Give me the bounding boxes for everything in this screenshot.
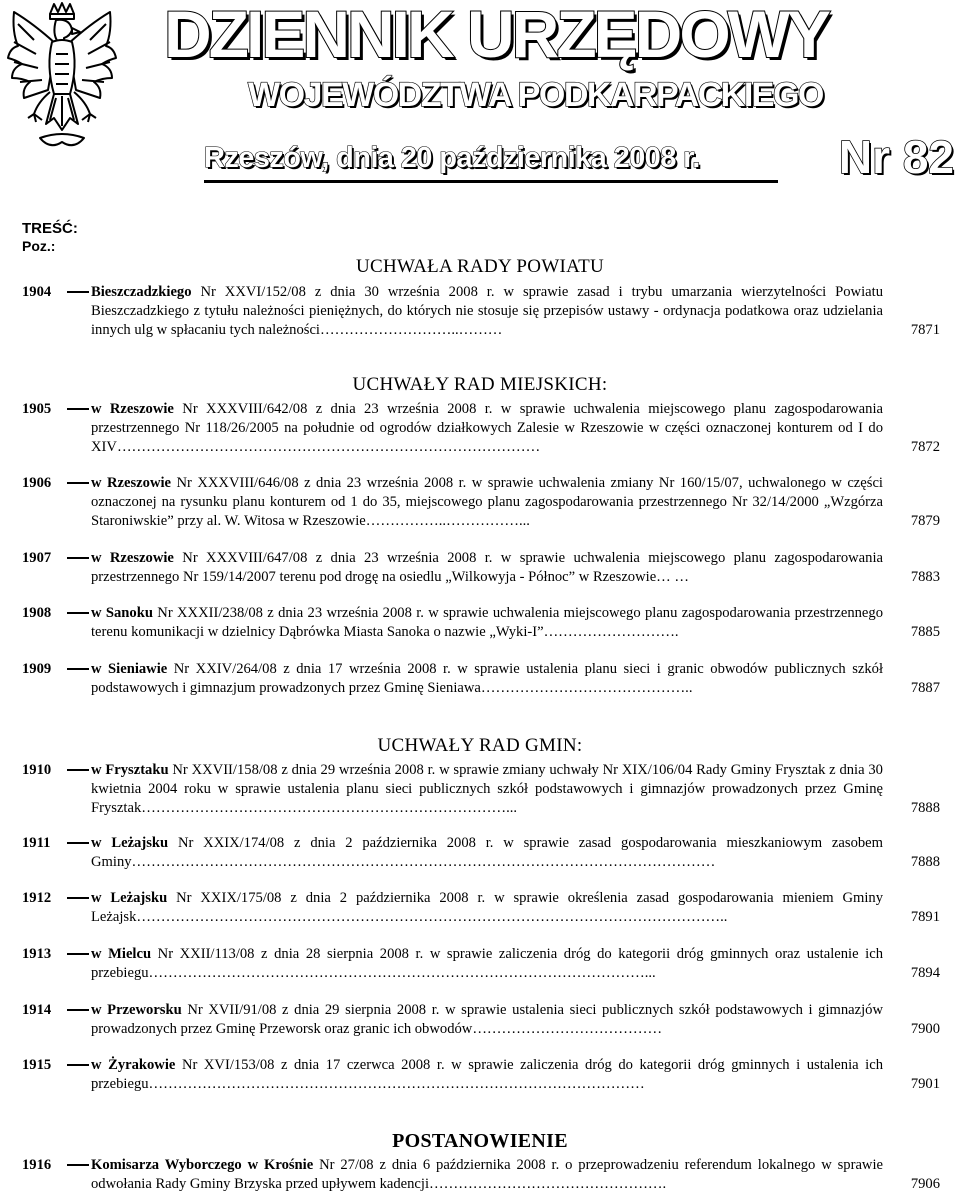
entry-page: 7888 [910, 854, 940, 870]
entry-dash [67, 1064, 89, 1066]
entry-issuer: w Sieniawie [91, 661, 168, 677]
entry-page: 7901 [910, 1076, 940, 1092]
entry-dash [67, 769, 89, 771]
entry-page: 7872 [910, 439, 940, 455]
entry-issuer: w Żyrakowie [91, 1057, 176, 1073]
entry-description: Nr XXXVIII/642/08 z dnia 23 września 2008 r. w sprawie uchwalenia miejscowego planu zagospodarowania przestrzennego Nr 118/26/2005 na południe od ogrodów działkowych Zalesie w Rzeszowie w części oznaczonej konturem od I do XIV…………………………………………………………………………… [91, 401, 883, 455]
entry-issuer: w Frysztaku [91, 762, 169, 778]
entry-text [91, 400, 883, 457]
entry-number: 1907 [22, 550, 52, 566]
contents-entry[interactable] [22, 660, 940, 720]
entry-text [91, 945, 883, 983]
entry-text [91, 761, 883, 818]
entry-number: 1916 [22, 1157, 52, 1173]
entry-text [91, 549, 883, 587]
entry-page: 7894 [910, 965, 940, 981]
newspaper-title: DZIENNIK URZĘDOWY [164, 0, 828, 71]
section-heading: UCHWAŁY RAD MIEJSKICH: [352, 374, 608, 395]
eagle-coat-of-arms-icon [4, 2, 120, 154]
section-heading: UCHWAŁY RAD GMIN: [377, 735, 583, 756]
section-heading: UCHWAŁA RADY POWIATU [355, 256, 605, 277]
entry-number: 1906 [22, 475, 52, 491]
entry-number: 1905 [22, 401, 52, 417]
issue-number: Nr 82 [838, 131, 954, 183]
entry-description: Nr XXVII/158/08 z dnia 29 września 2008 r. w sprawie zmiany uchwały Nr XIX/106/04 Rady Gminy Frysztak z dnia 30 kwietnia 2004 roku w sprawie ustalenia planu sieci publicznych szkół podstawowych i gimnazjów prowadzonych przez Gminę Frysztak…………………………………………………………………... [91, 762, 883, 816]
entry-description: Nr XXIX/175/08 z dnia 2 października 2008 r. w sprawie określenia zasad gospodarowania mieniem Gminy Leżajsk………………………………………………………………………………………………………….. [91, 890, 883, 925]
entry-issuer: w Rzeszowie [91, 475, 172, 491]
contents-entry[interactable] [22, 834, 940, 894]
entry-number: 1910 [22, 762, 52, 778]
entry-page: 7871 [910, 322, 940, 338]
entry-dash [67, 1164, 89, 1166]
contents-entry[interactable] [22, 549, 940, 609]
entry-dash [67, 408, 89, 410]
entry-page: 7900 [910, 1021, 940, 1037]
entry-issuer: w Rzeszowie [91, 550, 174, 566]
entry-text [91, 1156, 883, 1194]
contents-entry[interactable] [22, 1056, 940, 1116]
entry-dash [67, 612, 89, 614]
entry-dash [67, 482, 89, 484]
entry-text [91, 604, 883, 642]
entry-issuer: w Leżajsku [91, 835, 169, 851]
entry-page: 7888 [910, 800, 940, 816]
entry-description: Nr XXVI/152/08 z dnia 30 września 2008 r. w sprawie zasad i trybu umarzania wierzytelności Powiatu Bieszczadzkiego z tytułu należności pieniężnych, do których nie stosuje się przepisów ustawy - ordynacja podatkowa oraz udzielania innych ulg w spłacaniu tych należności………………………..……… [91, 284, 883, 338]
entry-page: 7887 [910, 680, 940, 696]
entry-page: 7906 [910, 1176, 940, 1192]
entry-dash [67, 1009, 89, 1011]
contents-entry[interactable] [22, 604, 940, 664]
entry-issuer: w Przeworsku [91, 1002, 182, 1018]
section-heading: POSTANOWIENIE [392, 1130, 568, 1152]
entry-dash [67, 953, 89, 955]
contents-entry[interactable] [22, 1001, 940, 1061]
entry-number: 1914 [22, 1002, 52, 1018]
newspaper-subtitle: WOJEWÓDZTWA PODKARPACKIEGO [248, 76, 823, 114]
contents-label: TREŚĆ: [22, 220, 78, 237]
entry-number: 1911 [22, 835, 51, 851]
entry-text [91, 474, 883, 531]
entry-dash [67, 668, 89, 670]
contents-entry[interactable] [22, 474, 940, 534]
contents-entry[interactable] [22, 761, 940, 821]
entry-number: 1913 [22, 946, 52, 962]
dateline-underline [204, 180, 778, 183]
entry-page: 7891 [910, 909, 940, 925]
entry-number: 1909 [22, 661, 52, 677]
entry-issuer: Komisarza Wyborczego w Krośnie [91, 1157, 314, 1173]
entry-text [91, 660, 883, 698]
contents-entry[interactable] [22, 283, 940, 343]
entry-dash [67, 842, 89, 844]
issue-dateline: Rzeszów, dnia 20 października 2008 r. [204, 142, 700, 174]
entry-dash [67, 897, 89, 899]
entry-number: 1908 [22, 605, 52, 621]
contents-entry[interactable] [22, 945, 940, 1005]
entry-issuer: w Leżajsku [91, 890, 168, 906]
entry-page: 7883 [910, 569, 940, 585]
entry-issuer: w Mielcu [91, 946, 152, 962]
entry-number: 1912 [22, 890, 52, 906]
entry-text [91, 283, 883, 340]
entry-issuer: w Rzeszowie [91, 401, 174, 417]
position-label: Poz.: [22, 238, 56, 254]
entry-description: Nr XXXII/238/08 z dnia 23 września 2008 r. w sprawie uchwalenia miejscowego planu zagospodarowania przestrzennego terenu komunikacji w dzielnicy Dąbrówka Miasta Sanoka o nazwie „Wyki-I”………………………. [91, 605, 883, 640]
entry-issuer: Bieszczadzkiego [91, 284, 192, 300]
entry-description: Nr XXIX/174/08 z dnia 2 października 2008 r. w sprawie zasad gospodarowania mieszkaniowym zasobem Gminy………………………………………………………………………………………………………… [91, 835, 883, 870]
entry-dash [67, 557, 89, 559]
entry-description: Nr XVI/153/08 z dnia 17 czerwca 2008 r. w sprawie zaliczenia dróg do kategorii dróg gminnych i ustalenia ich przebiegu………………………………………………………………………………………… [91, 1057, 883, 1092]
entry-description: Nr XXII/113/08 z dnia 28 sierpnia 2008 r. w sprawie zaliczenia dróg do kategorii dróg gminnych oraz ustalenie ich przebiegu…………………………………………………………………………………………... [91, 946, 883, 981]
entry-number: 1915 [22, 1057, 52, 1073]
entry-description: Nr XXXVIII/647/08 z dnia 23 września 2008 r. w sprawie uchwalenia miejscowego planu zagospodarowania przestrzennego Nr 159/14/2007 terenu pod drogę na osiedlu „Wilkowyja - Północ” w Rzeszowie… … [91, 550, 883, 585]
entry-description: Nr 27/08 z dnia 6 października 2008 r. o przeprowadzeniu referendum lokalnego w sprawie odwołania Rady Gminy Brzyska przed upływem kadencji…………………………………………. [91, 1157, 884, 1192]
entry-text [91, 1056, 883, 1094]
entry-text [91, 1001, 883, 1039]
entry-description: Nr XVII/91/08 z dnia 29 sierpnia 2008 r. w sprawie ustalenia sieci publicznych szkół podstawowych i gimnazjów prowadzonych przez Gminę Przeworsk oraz granic ich obwodów………………………………… [91, 1002, 883, 1037]
entry-text [91, 889, 883, 927]
entry-number: 1904 [22, 284, 52, 300]
entry-description: Nr XXXVIII/646/08 z dnia 23 września 2008 r. w sprawie uchwalenia zmiany Nr 160/15/07, uchwalonego w części oznaczonej na rysunku planu konturem od 1 do 35, miejscowego planu zagospodarowania przestrzennego Nr 32/14/2000 „Wzgórza Staroniwskie” przy al. W. Witosa w Rzeszowie……………..……………... [91, 475, 883, 529]
entry-dash [67, 291, 89, 293]
entry-description: Nr XXIV/264/08 z dnia 17 września 2008 r. w sprawie ustalenia planu sieci i granic obwodów publicznych szkół podstawowych i gimnazjum prowadzonych przez Gminę Sieniawa…………………………………….. [91, 661, 884, 696]
entry-issuer: w Sanoku [91, 605, 153, 621]
entry-page: 7885 [910, 624, 940, 640]
contents-entry[interactable] [22, 400, 940, 460]
contents-entry[interactable] [22, 1156, 940, 1191]
entry-text [91, 834, 883, 872]
entry-page: 7879 [910, 513, 940, 529]
contents-entry[interactable] [22, 889, 940, 949]
